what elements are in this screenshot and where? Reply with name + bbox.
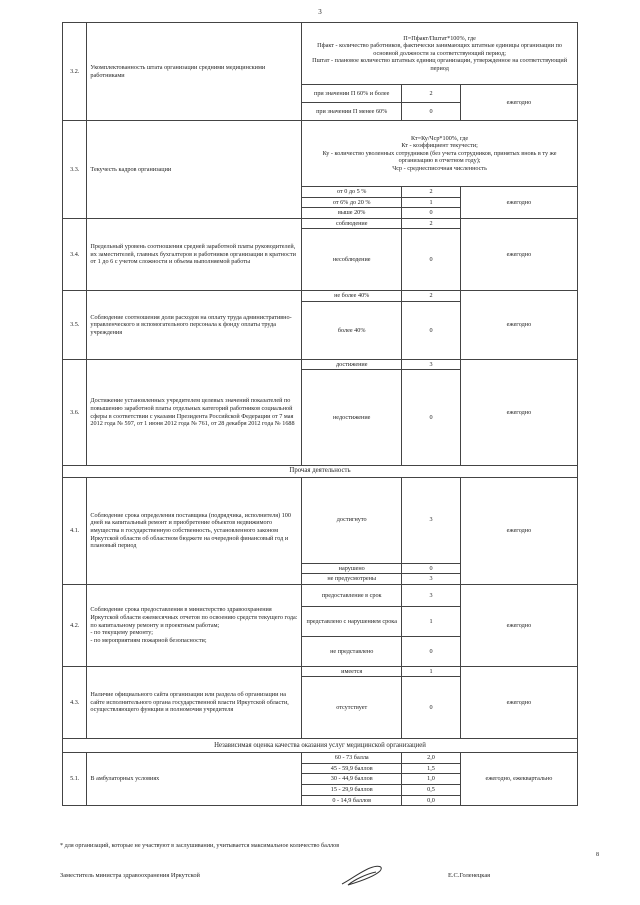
formula-line: Кт - коэффициент текучести; (401, 142, 478, 150)
condition-cell: при значении П менее 60% (302, 103, 402, 121)
table-row (63, 291, 578, 302)
score-cell: 3 (402, 477, 461, 563)
criterion-name: Соблюдение срока определения поставщика (подрядчика, исполнителя) 100 дней на капитальный ремонт и приобретение объектов недвижимого имущества в государственную собственность, установленного законом Иркутской области об областном бюджете на очередной финансовый год и плановый период (87, 477, 302, 584)
score-cell: 0 (402, 563, 461, 574)
table-row (63, 466, 578, 477)
score-cell: 2 (402, 218, 461, 229)
score-cell: 3 (402, 574, 461, 585)
condition-cell: 15 - 29,9 баллов (302, 785, 402, 796)
formula-line: Пфакт - количество работников, фактически занимающих штатные единицы организации по основной должности за соответствующий период; (317, 42, 562, 57)
condition-cell: 60 - 73 балла (302, 753, 402, 764)
period-cell: ежегодно (460, 477, 577, 584)
score-cell: 1 (402, 606, 461, 636)
signature-position: Заместитель министра здравоохранения Иркутской (60, 872, 200, 879)
table-row (63, 23, 578, 85)
signature-name: Е.С.Голенецкая (448, 872, 491, 879)
condition-cell: нарушено (302, 563, 402, 574)
table-row (63, 739, 578, 753)
period-cell: ежегодно (460, 584, 577, 666)
period-cell: ежегодно (460, 291, 577, 360)
score-cell: 1 (402, 666, 461, 677)
condition-cell: соблюдение (302, 218, 402, 229)
condition-cell: не представлено (302, 636, 402, 666)
row-number: 5.1. (63, 753, 87, 806)
condition-cell: недостижение (302, 370, 402, 466)
signature-scribble (340, 862, 388, 888)
condition-cell: 30 - 44,9 баллов (302, 774, 402, 785)
score-cell: 3 (402, 584, 461, 606)
condition-cell: имеется (302, 666, 402, 677)
score-cell: 0 (402, 636, 461, 666)
score-cell: 0 (402, 103, 461, 121)
score-cell: 1,0 (402, 774, 461, 785)
row-number: 3.6. (63, 359, 87, 466)
section-heading: Независимая оценка качества оказания услуг медицинской организацией (63, 739, 578, 753)
criterion-name: Соблюдение соотношения доли расходов на оплату труда административно-управленческого и вспомогательного персонала к фонду оплаты труда учреждения (87, 291, 302, 360)
formula-line: Чср - среднесписочная численность (392, 164, 487, 172)
condition-cell: более 40% (302, 301, 402, 359)
condition-cell: 45 - 59,9 баллов (302, 763, 402, 774)
row-number: 4.2. (63, 584, 87, 666)
period-cell: ежегодно (460, 85, 577, 121)
row-number: 3.2. (63, 23, 87, 121)
table-row (63, 477, 578, 563)
criterion-name: Укомплектованность штата организации средними медицинскими работниками (87, 23, 302, 121)
criterion-line: - по текущему ремонту; (90, 629, 154, 637)
score-cell: 2,0 (402, 753, 461, 764)
score-cell: 0 (402, 229, 461, 291)
score-cell: 3 (402, 359, 461, 370)
formula-line: Кт=Ку/Чср*100%, где (411, 134, 469, 142)
condition-cell: не предусмотрены (302, 574, 402, 585)
condition-cell: не более 40% (302, 291, 402, 302)
period-cell: ежегодно (460, 666, 577, 739)
criterion-name: Наличие официального сайта организации или раздела об организации на сайте исполнительного органа государственной власти Иркутской области, осуществляющего функции и полномочия учредителя (87, 666, 302, 739)
condition-cell: предоставление в срок (302, 584, 402, 606)
criterion-name: Достижение установленных учредителем целевых значений показателей по повышению заработной платы отдельных категорий работников социальной сферы в соответствии с указами Президента Российской Федерации от 7 мая 2012 года № 597, от 1 июня 2012 года № 761, от 28 декабря 2012 года № 1688 (87, 359, 302, 466)
table-row (63, 359, 578, 370)
condition-cell: достигнуто (302, 477, 402, 563)
condition-cell: выше 20% (302, 208, 402, 219)
score-cell: 1 (402, 197, 461, 208)
condition-cell: при значении П 60% и более (302, 85, 402, 103)
formula-line: Пштат - плановое количество штатных единиц организации, утвержденное на соответствующий период (312, 57, 568, 72)
row-number: 3.4. (63, 218, 87, 291)
condition-cell: от 0 до 5 % (302, 187, 402, 198)
score-cell: 0,5 (402, 785, 461, 796)
table-row (63, 121, 578, 187)
page-mark: 8 (596, 852, 599, 858)
condition-cell: несоблюдение (302, 229, 402, 291)
criterion-line: - по мероприятиям пожарной безопасности; (90, 636, 207, 644)
row-number: 3.3. (63, 121, 87, 219)
criterion-name: Текучесть кадров организации (87, 121, 302, 219)
row-number: 4.1. (63, 477, 87, 584)
score-cell: 0 (402, 370, 461, 466)
score-cell: 0 (402, 208, 461, 219)
condition-cell: отсутствует (302, 677, 402, 739)
criterion-name: В амбулаторных условиях (87, 753, 302, 806)
criteria-table (62, 22, 578, 806)
period-cell: ежегодно, ежеквартально (460, 753, 577, 806)
footnote: * для организаций, которые не участвуют в заслушивании, учитывается максимальное количество баллов (60, 842, 340, 849)
condition-cell: достижение (302, 359, 402, 370)
table-row (63, 218, 578, 229)
period-cell: ежегодно (460, 218, 577, 291)
row-number: 3.5. (63, 291, 87, 360)
table-row (63, 666, 578, 677)
table-row (63, 753, 578, 764)
score-cell: 2 (402, 85, 461, 103)
formula-cell (302, 121, 578, 187)
period-cell: ежегодно (460, 359, 577, 466)
criterion-line: Соблюдение срока предоставления в министерство здравоохранения Иркутской области ежемесячных отчетов по освоению средств текущего года: по капитальному ремонту и проектным работам; (90, 606, 298, 629)
formula-cell (302, 23, 578, 85)
criterion-name (87, 584, 302, 666)
score-cell: 2 (402, 291, 461, 302)
score-cell: 0,0 (402, 795, 461, 806)
score-cell: 2 (402, 187, 461, 198)
period-cell: ежегодно (460, 187, 577, 219)
condition-cell: представлено с нарушением срока (302, 606, 402, 636)
score-cell: 1,5 (402, 763, 461, 774)
score-cell: 0 (402, 301, 461, 359)
table-row (63, 584, 578, 606)
score-cell: 0 (402, 677, 461, 739)
formula-line: Ку - количество уволенных сотрудников (без учета сотрудников, принятых вновь в ту же организацию в отчетном году); (322, 149, 557, 165)
row-number: 4.3. (63, 666, 87, 739)
criterion-name: Предельный уровень соотношения средней заработной платы руководителей, их заместителей, главных бухгалтеров и работников организации в кратности от 1 до 6 с учетом сложности и объема выполняемой работы (87, 218, 302, 291)
page-number: 3 (318, 8, 322, 16)
formula-line: П=Пфакт/Пштат*100%, где (403, 34, 476, 42)
condition-cell: от 6% до 20 % (302, 197, 402, 208)
condition-cell: 0 - 14,9 баллов (302, 795, 402, 806)
section-heading: Прочая деятельность (63, 466, 578, 477)
